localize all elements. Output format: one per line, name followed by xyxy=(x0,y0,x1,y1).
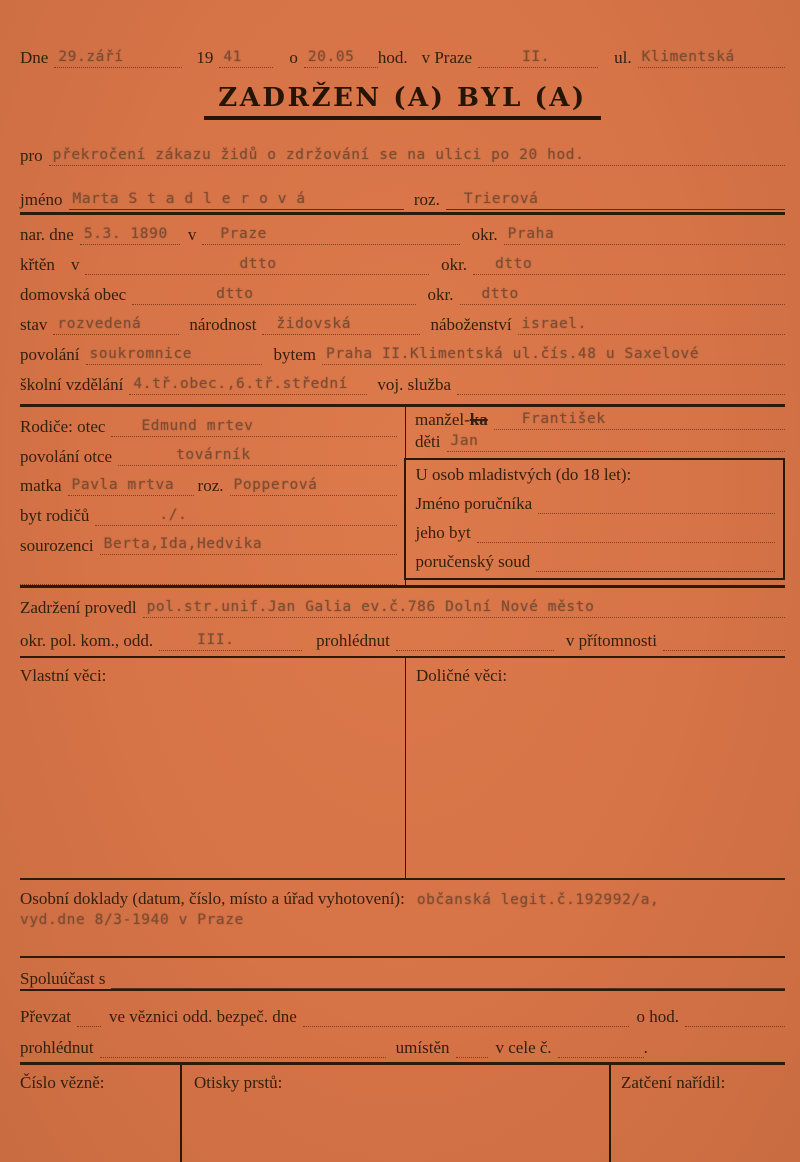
vlastni-label: Vlastní věci: xyxy=(20,666,107,685)
byt-rodicu-label: byt rodičů xyxy=(20,506,90,526)
umisten-label: umístěn xyxy=(395,1038,450,1058)
krten-v-label: v xyxy=(70,255,80,275)
provedl-label: Zadržení provedl xyxy=(20,598,137,618)
minors-box xyxy=(404,458,786,580)
vzdelani-field: 4.tř.obec.,6.tř.střední xyxy=(129,375,367,395)
arrest-ordered-cell xyxy=(609,1065,785,1162)
docs-label: Osobní doklady (datum, číslo, místo a úřad vyhotovení): xyxy=(20,889,405,908)
voj-label: voj. služba xyxy=(377,375,452,395)
commissariat-line xyxy=(20,618,785,651)
jeho-byt-label: jeho byt xyxy=(415,523,471,543)
cele-field xyxy=(558,1056,644,1058)
district-field: II. xyxy=(478,48,598,68)
taken-over-line xyxy=(20,991,785,1027)
docs-value-1: občanská legit.č.192992/a, xyxy=(416,892,660,908)
soud-label: poručenský soud xyxy=(415,552,531,572)
voj-field xyxy=(457,393,785,395)
sourozenci-field: Berta,Ida,Hedvika xyxy=(100,535,397,555)
obec-field: dtto xyxy=(132,285,415,305)
deti-label: děti xyxy=(415,432,441,452)
cele-label: v cele č. xyxy=(495,1038,552,1058)
povolani-otce-field: továrník xyxy=(118,446,397,466)
prohlednut2-field xyxy=(100,1056,386,1058)
date-field: 29.září xyxy=(54,48,182,68)
cislo-vezne-label: Číslo vězně: xyxy=(20,1073,105,1092)
provedl-field: pol.str.unif.Jan Galia ev.č.786 Dolní Nové město xyxy=(143,598,785,618)
jmeno-label: jméno xyxy=(20,190,63,210)
hod-label: hod. xyxy=(377,48,408,68)
status-line xyxy=(20,305,785,335)
pritomnosti-field xyxy=(663,649,785,651)
sourozenci-label: sourozenci xyxy=(20,535,94,555)
reason-line xyxy=(20,120,785,166)
nar-label: nar. dne xyxy=(20,225,74,245)
o-label: o xyxy=(289,48,298,68)
reason-field: překročení zákazu židů o zdržování se na ulici po 20 hod. xyxy=(49,146,785,166)
umisten-gap-field xyxy=(456,1056,488,1058)
evidence-items-column xyxy=(405,658,785,878)
bytem-label: bytem xyxy=(273,345,316,365)
fingerprints-cell xyxy=(180,1065,609,1162)
v-label: v xyxy=(187,225,197,245)
veznici-label: ve věznici odd. bezpeč. dne xyxy=(108,1007,297,1027)
okr1-label: okr. xyxy=(471,225,498,245)
krten-field: dtto xyxy=(85,255,429,275)
dne-label: Dne xyxy=(20,48,49,68)
pritomnosti-label: v přítomnosti xyxy=(565,631,657,651)
prohlednut-field xyxy=(396,649,554,651)
detained-by-line xyxy=(20,588,785,618)
otec-field: Edmund mrtev xyxy=(111,417,397,437)
family-left-column xyxy=(20,407,405,585)
zatceni-label: Zatčení nařídil: xyxy=(621,1073,726,1092)
okr2-field: dtto xyxy=(473,255,785,275)
manzel-suffix-struck: ka xyxy=(469,409,488,429)
ul-label: ul. xyxy=(614,48,632,68)
occupation-line xyxy=(20,335,785,365)
stav-label: stav xyxy=(20,315,48,335)
otec-label: Rodiče: otec xyxy=(20,417,106,437)
narodnost-field: židovská xyxy=(262,315,420,335)
birth-date-field: 5.3. 1890 xyxy=(80,225,180,245)
roz-field: Trierová xyxy=(446,190,785,210)
nabozenstvi-field: israel. xyxy=(518,315,785,335)
prohlednut-label: prohlédnut xyxy=(316,631,390,651)
okr3-label: okr. xyxy=(427,285,454,305)
spoluucast-label: Spoluúčast s xyxy=(20,969,106,989)
krten-label: křtěn xyxy=(20,255,55,275)
prevzat-label: Převzat xyxy=(20,1007,71,1027)
matka-roz-label: roz. xyxy=(197,476,224,496)
time-field: 20.05 xyxy=(304,48,378,68)
year-field: 41 xyxy=(219,48,273,68)
vzdelani-label: školní vzdělání xyxy=(20,375,124,395)
o-hod-label: o hod. xyxy=(636,1007,679,1027)
birth-place-field: Praze xyxy=(202,225,459,245)
roz-label: roz. xyxy=(413,190,440,210)
otisky-label: Otisky prstů: xyxy=(194,1073,283,1092)
kom-label: okr. pol. kom., odd. xyxy=(20,631,154,651)
baptism-line xyxy=(20,245,785,275)
byt-rodicu-field: ./. xyxy=(95,506,397,526)
povolani-field: soukromnice xyxy=(86,345,262,365)
year-printed: 19 xyxy=(196,48,214,68)
jmeno-field: Marta S t a d l e r o v á xyxy=(69,190,404,210)
dolicne-label: Doličné věci: xyxy=(416,666,508,685)
matka-roz-field: Popperová xyxy=(230,476,397,496)
prohlednut2-label: prohlédnut xyxy=(20,1038,94,1058)
home-municipality-line xyxy=(20,275,785,305)
soud-field xyxy=(536,570,775,572)
manzel-label: manžel-ka xyxy=(415,409,488,429)
narodnost-label: národnost xyxy=(189,315,257,335)
header-date-line xyxy=(20,0,785,68)
obec-label: domovská obec xyxy=(20,285,127,305)
period-label: . xyxy=(643,1038,648,1058)
nabozenstvi-label: náboženství xyxy=(430,315,512,335)
items-section xyxy=(20,658,785,878)
deti-field: Jan xyxy=(447,432,786,452)
family-section xyxy=(20,407,785,585)
praze-label: v Praze xyxy=(421,48,473,68)
name-line xyxy=(20,166,785,215)
birth-line xyxy=(20,215,785,245)
docs-value-2: vyd.dne 8/3-1940 v Praze xyxy=(20,911,244,928)
complicity-line xyxy=(20,958,785,989)
searched-cell-line xyxy=(20,1027,785,1058)
povolani-label: povolání xyxy=(20,345,80,365)
form-title: ZADRŽEN (A) BYL (A) xyxy=(204,85,600,120)
porucnik-label: Jméno poručníka xyxy=(415,494,533,514)
stav-field: rozvedená xyxy=(53,315,179,335)
minors-title: U osob mladistvých (do 18 let): xyxy=(415,465,632,484)
manzel-field: František xyxy=(494,410,785,430)
matka-label: matka xyxy=(20,476,62,496)
street-field: Klimentská xyxy=(638,48,785,68)
matka-field: Pavla mrtva xyxy=(68,476,194,496)
documents-section xyxy=(20,880,785,956)
family-right-column xyxy=(405,407,785,585)
okr2-label: okr. xyxy=(441,255,468,275)
povolani-otce-label: povolání otce xyxy=(20,446,113,466)
pro-label: pro xyxy=(20,146,43,166)
okr1-field: Praha xyxy=(504,225,785,245)
odd-field: III. xyxy=(159,631,302,651)
education-line xyxy=(20,365,785,395)
footer-section xyxy=(20,1065,785,1162)
own-items-column xyxy=(20,658,405,878)
bytem-field: Praha II.Klimentská ul.čís.48 u Saxelové xyxy=(322,345,785,365)
okr3-field: dtto xyxy=(460,285,786,305)
prisoner-number-cell xyxy=(20,1065,180,1162)
